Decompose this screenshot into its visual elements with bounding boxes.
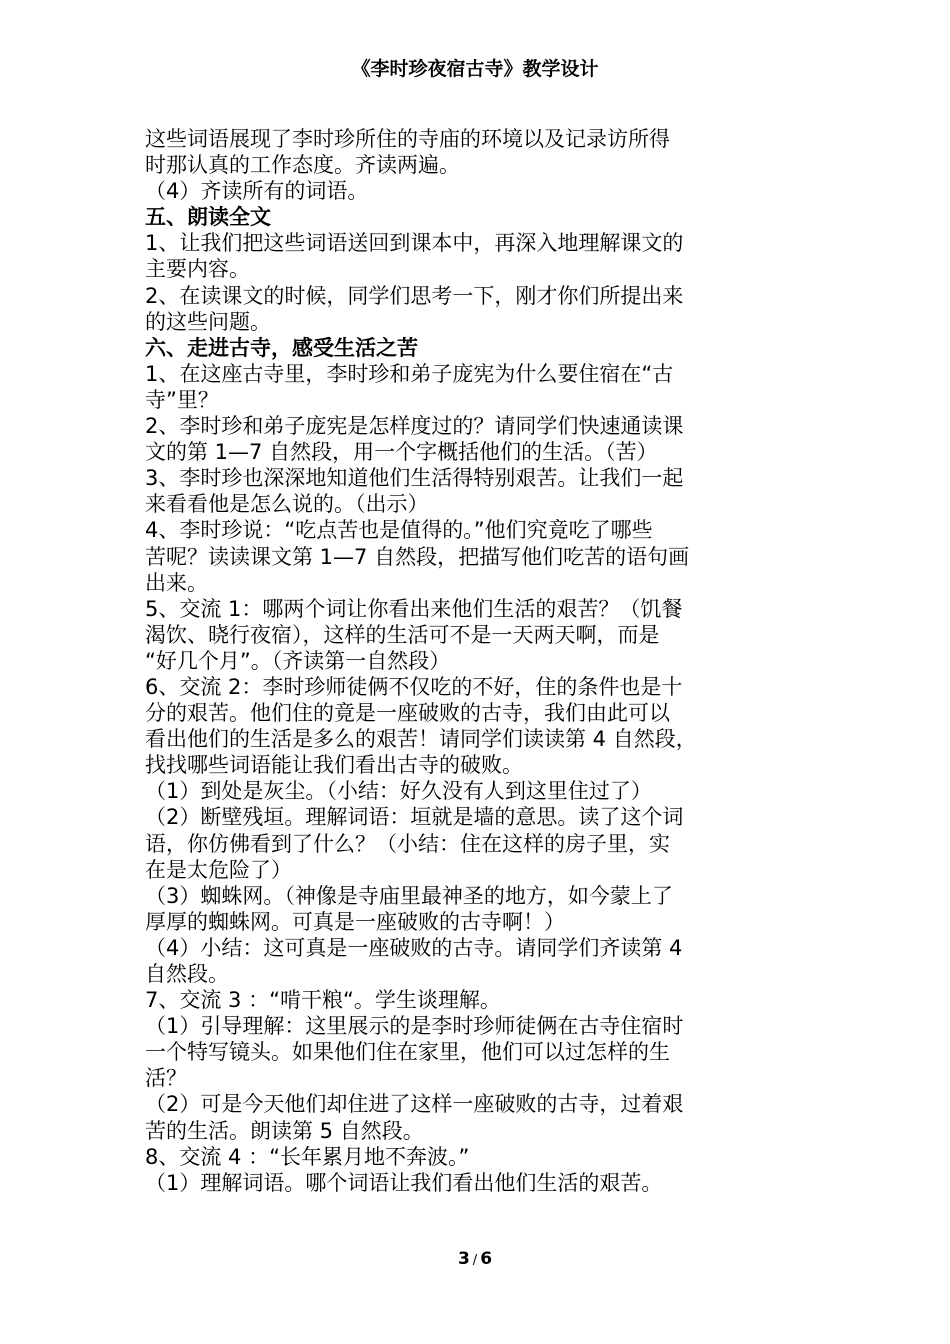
text-line: 苦呢？读读课文第 1—7 自然段，把描写他们吃苦的语句画	[145, 544, 690, 569]
text-line: 自然段。	[145, 962, 229, 986]
text-line: 在是太危险了）	[145, 857, 292, 882]
page-total: 6	[480, 1249, 493, 1269]
text-line: 文的第 1—7 自然段，用一个字概括他们的生活。（苦）	[145, 440, 658, 465]
text-line: （2）可是今天他们却住进了这样一座破败的古寺，过着艰	[145, 1092, 684, 1117]
text-line: 2、在读课文的时候，同学们思考一下，刚才你们所提出来	[145, 283, 684, 308]
text-line: 8、交流 4 ：“长年累月地不奔波。”	[145, 1144, 470, 1169]
text-line: （4）齐读所有的词语。	[145, 179, 369, 204]
text-line: 渴饮、晓行夜宿），这样的生活可不是一天两天啊，而是	[145, 622, 660, 647]
text-line: 4、李时珍说：“吃点苦也是值得的。”他们究竟吃了哪些	[145, 518, 653, 543]
text-line: 一个特写镜头。如果他们住在家里，他们可以过怎样的生	[145, 1040, 670, 1065]
section-heading: 五、朗读全文	[145, 205, 271, 230]
text-line: 活？	[145, 1066, 187, 1091]
text-line: （1）引导理解：这里展示的是李时珍师徒俩在古寺住宿时	[145, 1014, 684, 1039]
text-line: （4）小结：这可真是一座破败的古寺。请同学们齐读第 4	[145, 935, 683, 960]
text-line: （1）理解词语。哪个词语让我们看出他们生活的艰苦。	[145, 1170, 663, 1195]
section-heading: 六、走进古寺，感受生活之苦	[145, 335, 418, 360]
page-current: 3	[457, 1249, 470, 1269]
text-line: 2、李时珍和弟子庞宪是怎样度过的？请同学们快速通读课	[145, 414, 684, 439]
text-line: 5、交流 1：哪两个词让你看出来他们生活的艰苦？（饥餐	[145, 596, 683, 621]
text-line: 6、交流 2：李时珍师徒俩不仅吃的不好，住的条件也是十	[145, 674, 683, 699]
text-line: 来看看他是怎么说的。（出示）	[145, 492, 429, 517]
text-line: 的这些问题。	[145, 309, 271, 334]
text-line: “好几个月”。（齐读第一自然段）	[145, 648, 451, 673]
text-line: 苦的生活。朗读第 5 自然段。	[145, 1118, 424, 1143]
text-line: 出来。	[145, 570, 208, 595]
document-title: 《李时珍夜宿古寺》教学设计	[351, 58, 599, 80]
text-line: （2）断壁残垣。理解词语：垣就是墙的意思。读了这个词	[145, 805, 684, 830]
text-line: 找找哪些词语能让我们看出古寺的破败。	[145, 753, 523, 778]
text-line: 1、让我们把这些词语送回到课本中，再深入地理解课文的	[145, 231, 684, 256]
text-line: 3、李时珍也深深地知道他们生活得特别艰苦。让我们一起	[145, 466, 684, 491]
page-number	[0, 1248, 950, 1272]
text-line: 时那认真的工作态度。齐读两遍。	[145, 153, 460, 178]
text-line: 7、交流 3 ：“啃干粮“。学生谈理解。	[145, 988, 501, 1013]
text-line: 看出他们的生活是多么的艰苦！请同学们读读第 4 自然段，	[145, 727, 697, 752]
text-line: 分的艰苦。他们住的竟是一座破败的古寺，我们由此可以	[145, 701, 670, 726]
text-line: （3）蜘蛛网。（神像是寺庙里最神圣的地方，如今蒙上了	[145, 883, 673, 908]
text-line: 寺”里？	[145, 387, 219, 412]
text-line: 厚厚的蜘蛛网。可真是一座破败的古寺啊！）	[145, 909, 565, 934]
text-line: 1、在这座古寺里，李时珍和弟子庞宪为什么要住宿在“古	[145, 361, 674, 386]
text-line: 语，你仿佛看到了什么？（小结：住在这样的房子里，实	[145, 831, 670, 856]
text-line: （1）到处是灰尘。（小结：好久没有人到这里住过了）	[145, 779, 652, 804]
document-body	[145, 126, 805, 1196]
text-line: 这些词语展现了李时珍所住的寺庙的环境以及记录访所得	[145, 127, 670, 151]
text-line: 主要内容。	[145, 257, 250, 282]
page-separator: /	[472, 1253, 478, 1268]
